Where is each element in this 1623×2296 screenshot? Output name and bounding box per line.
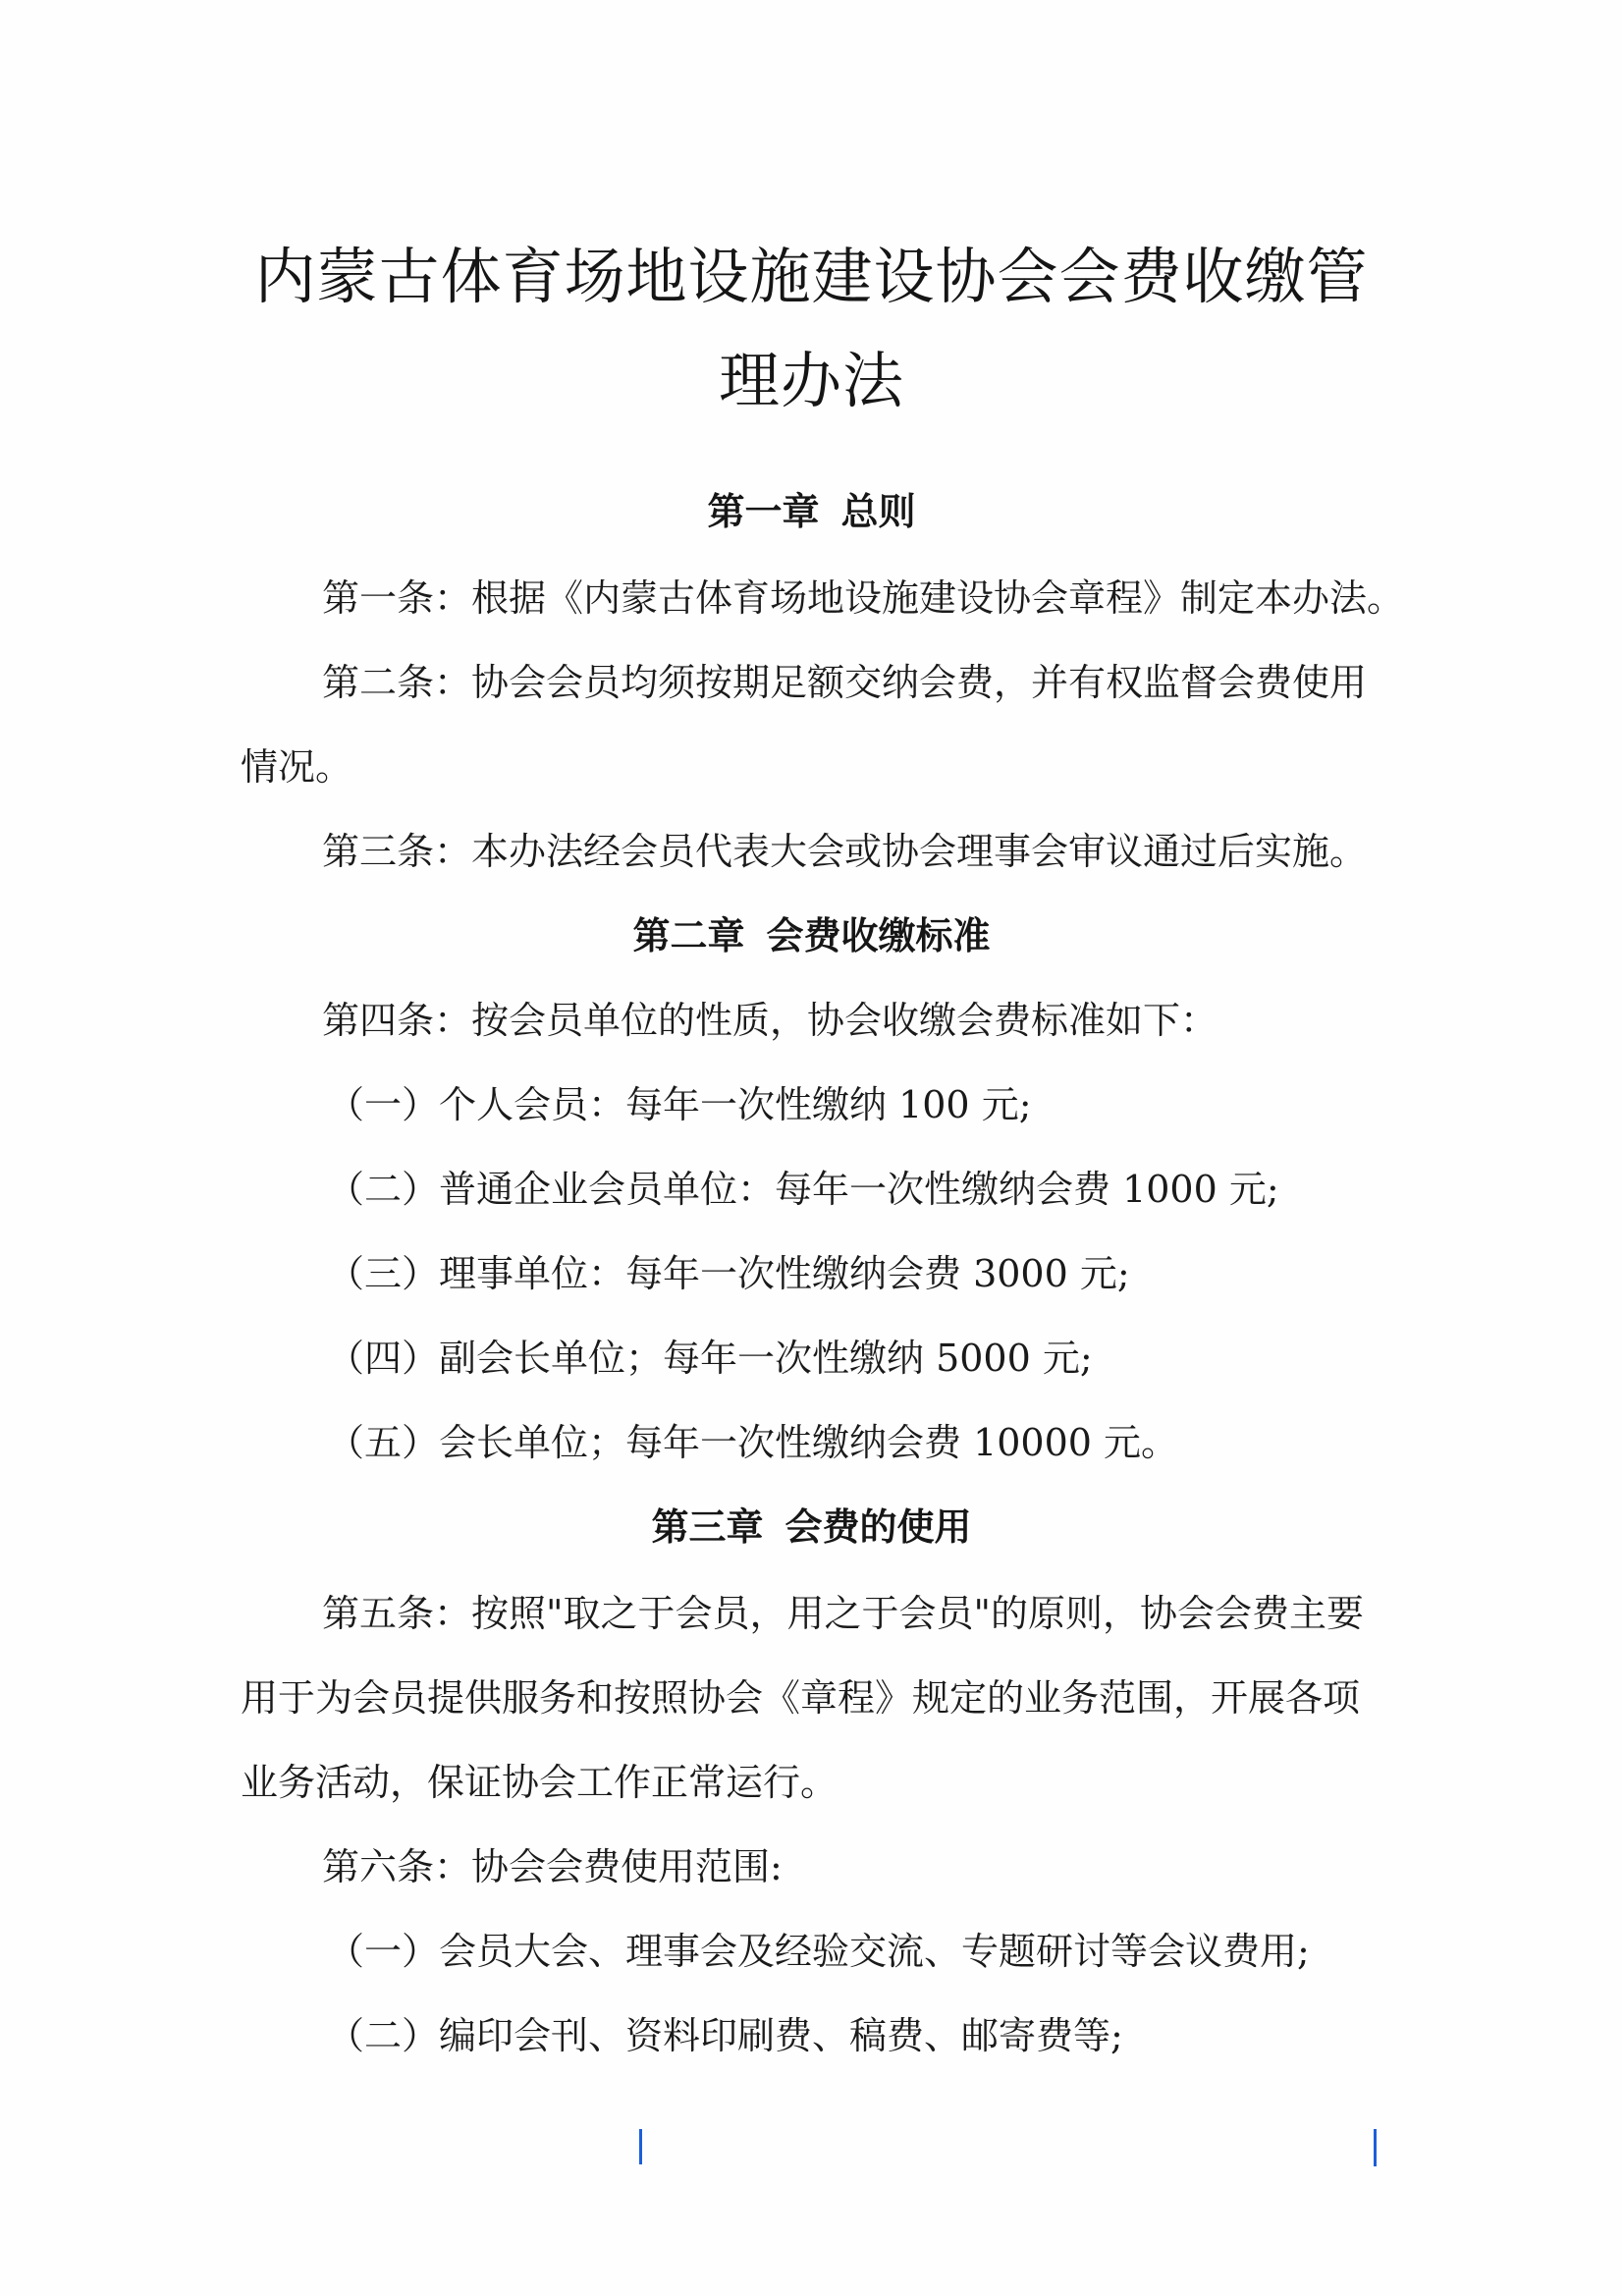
fee-item-4: （四）副会长单位；每年一次性缴纳 5000 元; (327, 1337, 1093, 1380)
fee-item-1: （一）个人会员：每年一次性缴纳 100 元; (327, 1083, 1032, 1126)
scan-mark-left (639, 2129, 642, 2164)
fee-item-3: （三）理事单位：每年一次性缴纳会费 3000 元; (327, 1252, 1130, 1295)
chapter-3-name: 会费的使用 (784, 1504, 972, 1549)
chapter-1-name: 总则 (840, 489, 916, 533)
usage-item-2: （二）编印会刊、资料印刷费、稿费、邮寄费等; (327, 2014, 1123, 2057)
article-1: 第一条：根据《内蒙古体育场地设施建设协会章程》制定本办法。 (322, 576, 1405, 620)
chapter-2-name: 会费收缴标准 (766, 913, 991, 957)
article-3: 第三条：本办法经会员代表大会或协会理事会审议通过后实施。 (322, 830, 1368, 873)
fee-item-2: （二）普通企业会员单位：每年一次性缴纳会费 1000 元; (327, 1168, 1279, 1211)
chapter-2-number: 第二章 (632, 913, 745, 957)
fee-item-5: （五）会长单位；每年一次性缴纳会费 10000 元。 (327, 1421, 1179, 1464)
article-5-line-2: 用于为会员提供服务和按照协会《章程》规定的业务范围，开展各项 (241, 1676, 1361, 1720)
document-title-line-1: 内蒙古体育场地设施建设协会会费收缴管 (254, 241, 1369, 312)
article-4: 第四条：按会员单位的性质，协会收缴会费标准如下： (322, 999, 1218, 1042)
usage-item-1: （一）会员大会、理事会及经验交流、专题研讨等会议费用; (327, 1930, 1310, 1973)
article-2-line-1: 第二条：协会会员均须按期足额交纳会费，并有权监督会费使用 (322, 661, 1368, 704)
document-title-line-2: 理办法 (718, 345, 904, 416)
chapter-1-number: 第一章 (707, 489, 820, 533)
article-5-line-3: 业务活动，保证协会工作正常运行。 (241, 1761, 839, 1804)
chapter-3-number: 第三章 (651, 1504, 764, 1549)
chapter-1-heading (0, 481, 1623, 535)
article-6: 第六条：协会会费使用范围: (322, 1845, 783, 1888)
scan-mark-right (1374, 2129, 1377, 2166)
article-2-line-2: 情况。 (241, 745, 353, 789)
article-5-line-1: 第五条：按照"取之于会员，用之于会员"的原则，协会会费主要 (322, 1592, 1364, 1635)
chapter-3-heading (0, 1497, 1623, 1551)
chapter-2-heading (0, 905, 1623, 959)
